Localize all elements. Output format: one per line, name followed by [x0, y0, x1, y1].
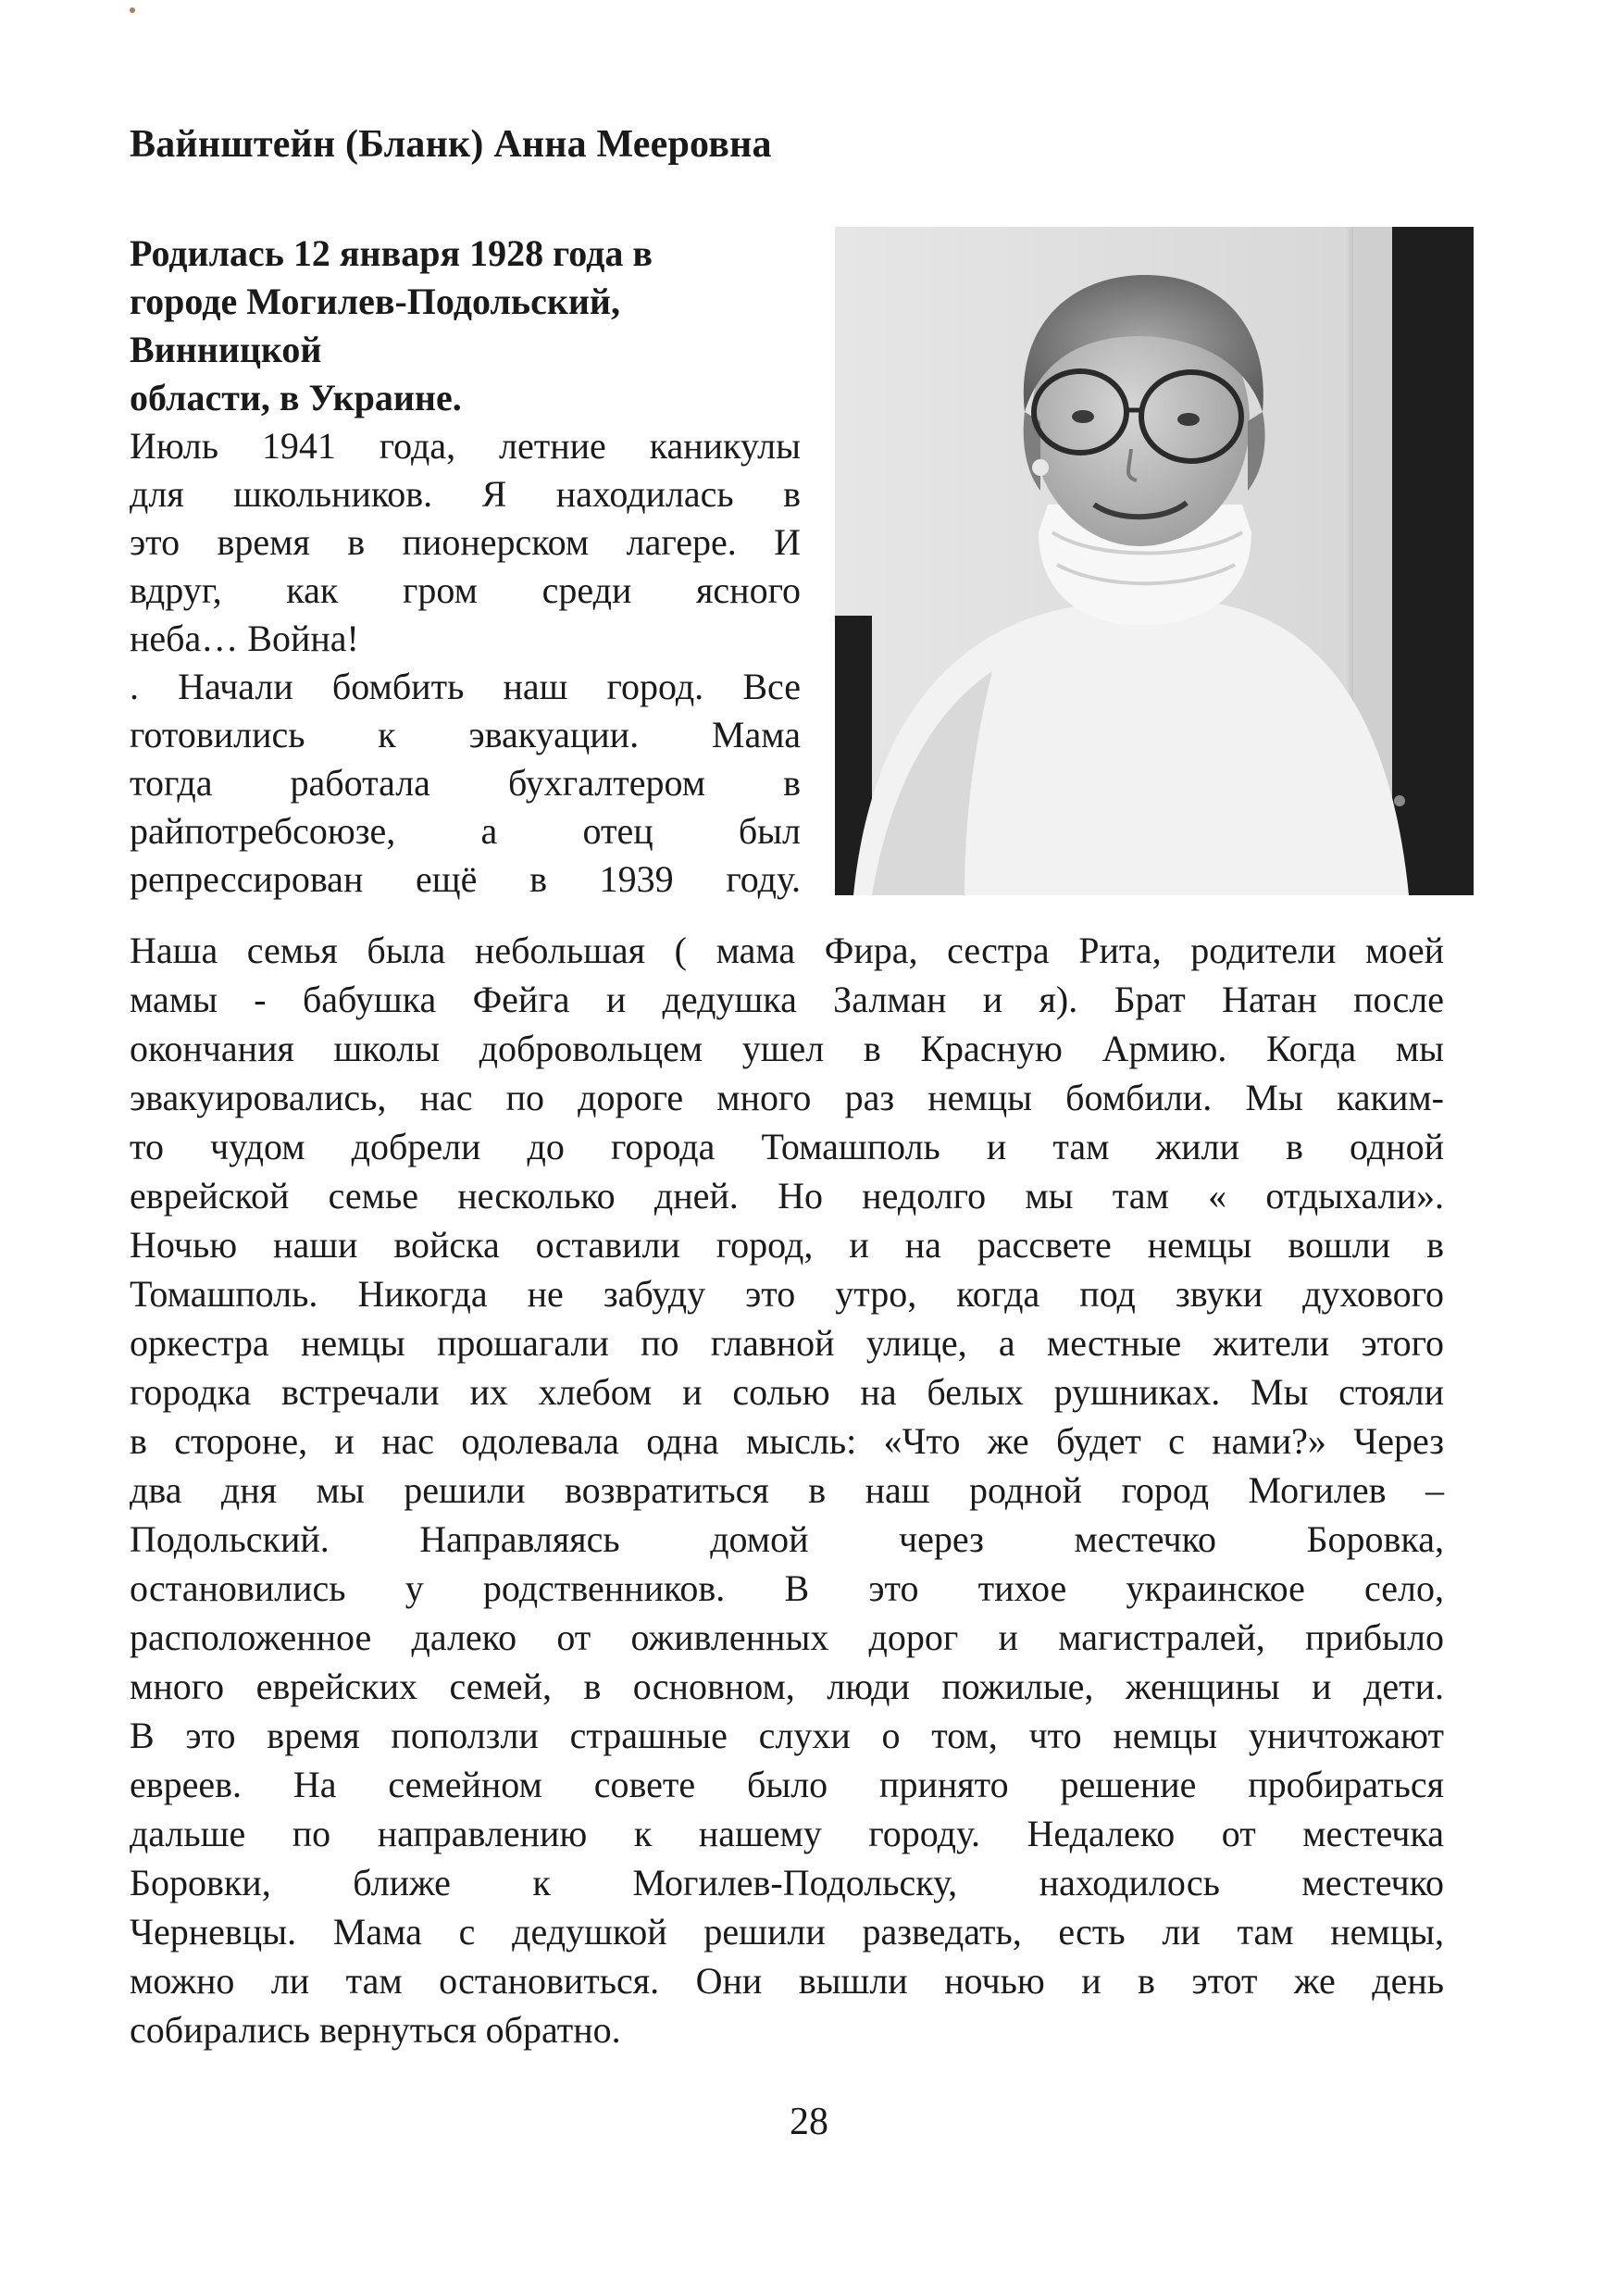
text-line: дальше по направлению к нашему городу. Недалеко от местечка [130, 1813, 1444, 1854]
portrait-photo [835, 227, 1474, 895]
text-line: собирались вернуться обратно. [130, 2009, 621, 2051]
text-line: то чудом добрели до города Томашполь и там жили в одной [130, 1126, 1444, 1167]
portrait-illustration [835, 227, 1474, 895]
intro-line: это время в пионерском лагере. И [130, 521, 801, 563]
text-line: остановились у родственников. В это тихое украинское село, [130, 1567, 1444, 1609]
text-line: много еврейских семей, в основном, люди пожилые, женщины и дети. [130, 1666, 1444, 1707]
text-line: эвакуировались, нас по дороге много раз немцы бомбили. Мы каким- [130, 1077, 1444, 1118]
text-line: мамы - бабушка Фейга и дедушка Залман и я). Брат Натан после [130, 979, 1444, 1020]
intro-bold-line: Винницкой [130, 329, 322, 370]
intro-bold-line: городе Могилев-Подольский, [130, 281, 620, 322]
intro-line: . Начали бомбить наш город. Все [130, 666, 801, 707]
text-line: Черневцы. Мама с дедушкой решили разведать, есть ли там немцы, [130, 1911, 1444, 1953]
intro-line: Июль 1941 года, летние каникулы [130, 425, 801, 467]
text-line: оркестра немцы прошагали по главной улице, а местные жители этого [130, 1322, 1444, 1364]
intro-column [130, 230, 815, 904]
text-line: Наша семья была небольшая ( мама Фира, сестра Рита, родители моей [130, 930, 1444, 971]
text-line: Томашполь. Никогда не забуду это утро, когда под звуки духового [130, 1273, 1444, 1315]
intro-line: вдруг, как гром среди ясного [130, 569, 801, 611]
intro-bold-line: области, в Украине. [130, 377, 462, 418]
text-line: евреев. На семейном совете было принято решение пробираться [130, 1764, 1444, 1805]
text-line: В это время поползли страшные слухи о том, что немцы уничтожают [130, 1715, 1444, 1756]
page-title: Вайнштейн (Бланк) Анна Мееровна [130, 123, 772, 166]
intro-line: готовились к эвакуации. Мама [130, 714, 801, 755]
intro-bold-line: Родилась 12 января 1928 года в [130, 232, 653, 274]
intro-line: неба… Война! [130, 618, 359, 659]
intro-line: для школьников. Я находилась в [130, 473, 801, 515]
text-line: Боровки, ближе к Могилев-Подольску, находилось местечко [130, 1862, 1444, 1903]
text-line: в стороне, и нас одолевала одна мысль: «Что же будет с нами?» Через [130, 1420, 1444, 1462]
page-number: 28 [790, 2101, 828, 2143]
text-line: Подольский. Направляясь домой через местечко Боровка, [130, 1518, 1444, 1560]
scan-speck [130, 7, 135, 13]
text-line: окончания школы добровольцем ушел в Красную Армию. Когда мы [130, 1028, 1444, 1069]
intro-line: тогда работала бухгалтером в [130, 762, 801, 804]
intro-line: райпотребсоюзе, а отец был [130, 810, 801, 852]
text-line: городка встречали их хлебом и солью на белых рушниках. Мы стояли [130, 1371, 1444, 1413]
text-line: еврейской семье несколько дней. Но недолго мы там « отдыхали». [130, 1175, 1444, 1217]
intro-line: репрессирован ещё в 1939 году. [130, 858, 801, 900]
text-line: Ночью наши войска оставили город, и на рассвете немцы вошли в [130, 1224, 1444, 1266]
main-text [130, 926, 1444, 2054]
text-line: два дня мы решили возвратиться в наш родной город Могилев – [130, 1469, 1444, 1511]
text-line: расположенное далеко от оживленных дорог и магистралей, прибыло [130, 1616, 1444, 1658]
text-line: можно ли там остановиться. Они вышли ночью и в этот же день [130, 1960, 1444, 2002]
